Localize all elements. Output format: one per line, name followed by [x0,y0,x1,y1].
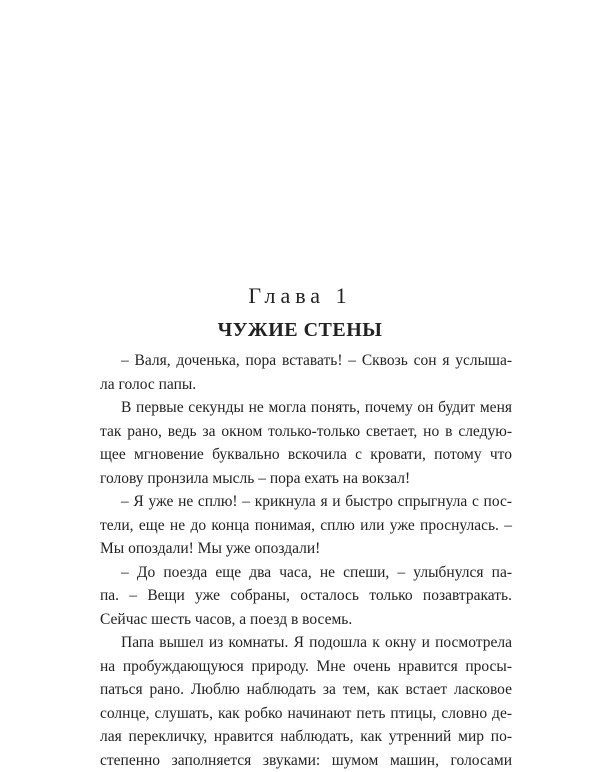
text-line: Папа вышел из комнаты. Я подошла к окну и посмотрела [100,631,512,655]
text-line: – Я уже не сплю! – крикнула я и быстро спрыгнула с пос- [100,490,512,514]
text-line: на пробуждающуюся природу. Мне очень нравится просы- [100,655,512,679]
text-line: щее мгновение буквально вскочила с кровати, потому что [100,443,512,467]
text-line: – До поезда еще два часа, не спеши, – улыбнулся па- [100,561,512,585]
text-line: па. – Вещи уже собраны, осталось только позавтракать. [100,584,512,608]
text-line: степенно заполняется звуками: шумом машин, голосами [100,749,512,772]
text-line: лая перекличку, нравится наблюдать, как утренний мир по- [100,725,512,749]
text-line: тели, еще не до конца понимая, сплю или уже проснулась. – [100,514,512,538]
text-line: солнце, слушать, как робко начинают петь птицы, словно де- [100,702,512,726]
chapter-number: Глава 1 [0,283,600,309]
text-line: голову пронзила мысль – пора ехать на вокзал! [100,467,512,491]
text-line: Сейчас шесть часов, а поезд в восемь. [100,608,512,632]
text-line: В первые секунды не могла понять, почему он будит меня [100,396,512,420]
text-line: так рано, ведь за окном только-только светает, но в следую- [100,420,512,444]
text-line: – Валя, доченька, пора вставать! – Сквозь сон я услыша- [100,349,512,373]
body-text [100,349,512,772]
text-line: Мы опоздали! Мы уже опоздали! [100,537,512,561]
chapter-title: ЧУЖИЕ СТЕНЫ [0,318,600,342]
text-line: ла голос папы. [100,373,512,397]
text-line: паться рано. Люблю наблюдать за тем, как встает ласковое [100,678,512,702]
